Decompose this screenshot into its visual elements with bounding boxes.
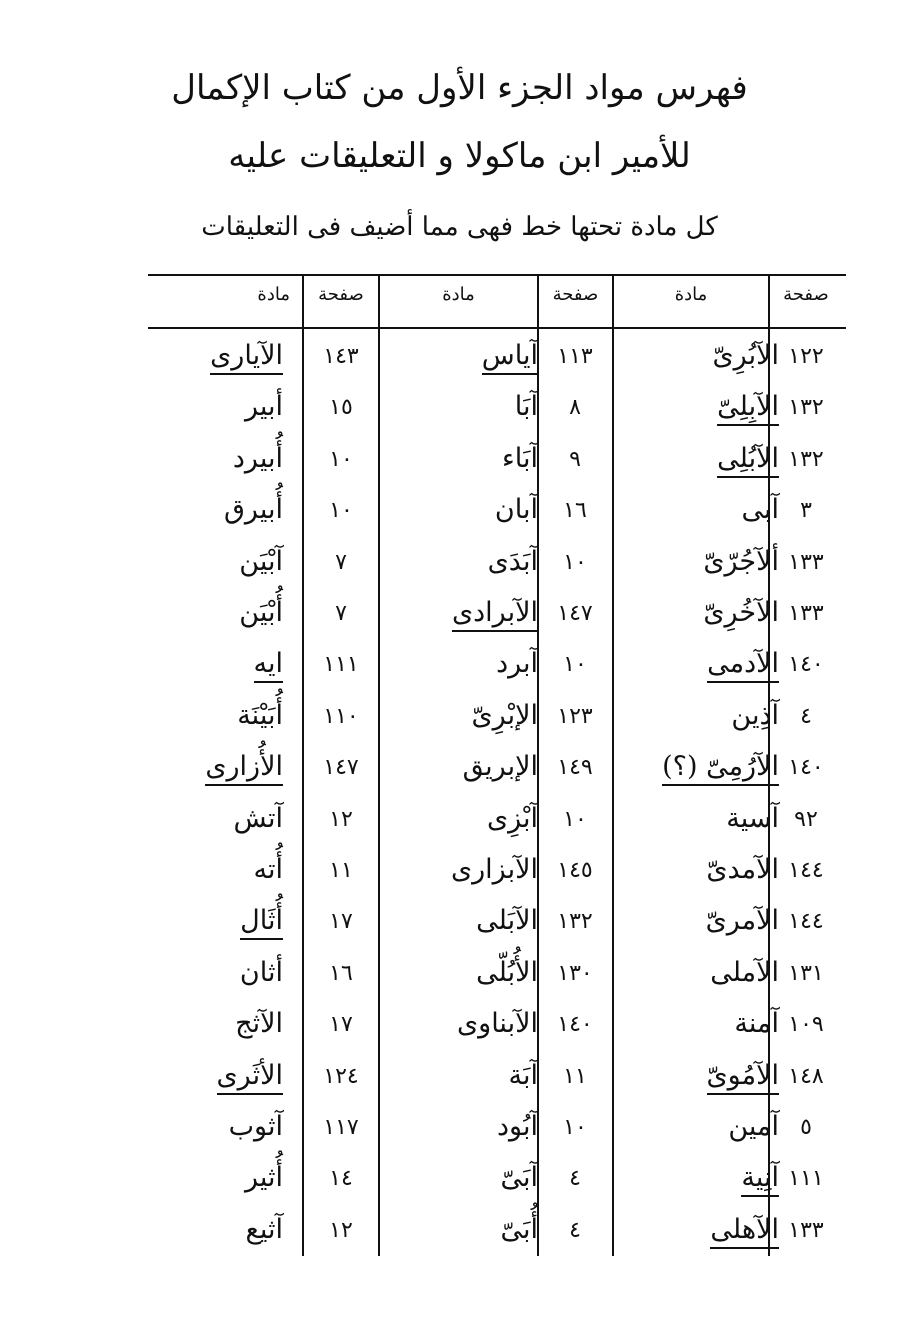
entry-word: آنِية [741,1162,779,1193]
entry-page-number: ١٠٩ [788,1012,824,1038]
entry-word: أُبيرد [232,442,283,474]
entry-word: أُثَال [240,905,283,936]
entry-page-number: ١٧ [329,909,353,935]
entry-word: الآدمى [707,648,779,679]
header-entry: مادة [442,284,475,305]
entry-page-number: ١١ [563,1063,587,1089]
index-subtitle: للأمير ابن ماكولا و التعليقات عليه [228,136,691,176]
entry-page-number: ٤ [569,1166,581,1192]
entry-page-number: ١٤٠ [788,652,824,678]
entry-page-number: ١٠ [329,446,353,472]
entry-page-number: ١٢٢ [788,344,824,369]
entry-word: آبان [494,494,538,526]
entry-page-number: ١٢٣ [557,703,593,729]
entry-word: ايه [254,648,284,679]
entry-word: آبى [741,494,779,526]
entry-word: آذِين [731,699,779,731]
table-top-rule [148,274,846,276]
entry-page-number: ٤ [569,1217,581,1243]
entry-word: الآمُوىّ [707,1060,779,1091]
entry-word: أبير [244,391,283,423]
entry-page-number: ١٤٠ [557,1012,593,1038]
entry-word: أُته [253,854,283,885]
entry-word: أُبَيْنَة [237,699,283,731]
entry-word: الآبَلى [476,905,538,937]
entry-word: آبُود [497,1111,538,1142]
entry-word: الإبْرِىّ [471,699,538,731]
entry-word: الآهلى [710,1214,779,1245]
entry-word: الآبناوى [457,1008,538,1040]
entry-page-number: ٣ [800,498,812,524]
entry-word: الآملى [710,956,779,988]
entry-page-number: ٥ [800,1115,812,1140]
entry-word: الأُزارى [205,751,283,782]
entry-page-number: ١٣١ [788,960,824,986]
column-divider [612,276,614,1256]
entry-word: الآبُرِىّ [712,340,779,371]
entry-page-number: ١٣٢ [788,446,824,472]
entry-word: آثوب [228,1111,283,1142]
entry-word: الآمرىّ [705,905,779,937]
entry-page-number: ١٢ [329,806,353,832]
underline-note: كل مادة تحتها خط فهى مما أضيف فى التعليقات [201,212,718,242]
entry-word: آياس [482,340,538,371]
entry-word: أُبيرق [223,494,283,526]
entry-word: الآيارى [210,340,283,371]
entry-page-number: ١٠ [563,549,587,575]
entry-page-number: ١٤٨ [788,1063,824,1089]
entry-page-number: ١٣٣ [788,1217,824,1243]
entry-page-number: ٧ [335,601,347,626]
header-page: صفحة [783,284,829,305]
entry-word: أُبَىّ [500,1213,538,1245]
entry-word: الإبريق [462,751,538,783]
entry-page-number: ١٤٩ [557,755,593,781]
entry-page-number: ١٤٧ [557,601,593,626]
entry-word: الآرُمِىّ (؟) [662,751,779,782]
column-divider [378,276,380,1256]
entry-page-number: ١٤٣ [323,344,359,369]
entry-word: آبْزِى [486,802,538,834]
entry-page-number: ١٢ [329,1217,353,1243]
entry-word: آبَدَى [487,545,538,577]
entry-page-number: ١٠ [329,498,353,524]
entry-page-number: ١٣٣ [788,601,824,626]
entry-word: ألآجُرّىّ [703,545,779,577]
table-header-rule [148,327,846,329]
entry-word: أثان [239,956,283,988]
entry-word: آبرد [496,648,538,680]
entry-page-number: ١١ [329,858,353,883]
header-page: صفحة [552,284,599,305]
entry-word: الآثج [235,1008,283,1040]
entry-page-number: ١٥ [329,395,353,421]
entry-page-number: ١٧ [329,1012,353,1038]
header-page: صفحة [318,284,364,305]
entry-page-number: ١٣٣ [788,549,824,575]
entry-word: الآبرادى [452,597,538,628]
entry-word: الآخُرِىّ [703,597,779,628]
column-divider [302,276,304,1256]
entry-page-number: ١١٧ [323,1115,359,1140]
entry-page-number: ١١٣ [557,344,593,369]
entry-word: الآمدىّ [706,854,779,885]
entry-word: آمنة [734,1008,779,1040]
entry-word: الأثَرى [217,1060,283,1091]
entry-word: آمين [728,1111,779,1142]
entry-page-number: ١٠ [563,806,587,832]
entry-page-number: ٧ [335,549,347,575]
index-title: فهرس مواد الجزء الأول من كتاب الإكمال [171,68,748,108]
entry-page-number: ١١١ [323,652,359,678]
entry-page-number: ١٤٥ [557,858,593,883]
header-entry: مادة [674,284,708,305]
entry-page-number: ١١١ [788,1166,824,1192]
entry-word: آسية [726,802,779,834]
entry-page-number: ٩٢ [794,806,818,832]
entry-page-number: ٨ [569,395,581,421]
entry-word: آتش [233,802,283,834]
entry-page-number: ١٣٢ [557,909,593,935]
entry-page-number: ١٤٤ [788,909,824,935]
entry-page-number: ١١٠ [323,703,359,729]
entry-page-number: ٩ [569,446,581,472]
entry-page-number: ١٠ [563,1115,587,1140]
entry-page-number: ١٤٧ [323,755,359,781]
entry-page-number: ١٠ [563,652,587,678]
entry-page-number: ١٢٤ [323,1063,359,1089]
entry-page-number: ١٦ [563,498,587,524]
entry-word: آبَاء [502,442,538,474]
entry-word: آبَا [514,391,538,423]
entry-word: الآبزارى [451,854,538,885]
entry-word: آبَة [508,1059,538,1091]
entry-page-number: ١٦ [329,960,353,986]
entry-page-number: ٤ [800,703,812,729]
entry-page-number: ١٤٠ [788,755,824,781]
entry-word: آبْيَن [239,545,283,577]
entry-word: آثيع [245,1213,283,1245]
entry-word: الآبُلِى [717,443,779,474]
entry-page-number: ١٣٠ [557,960,593,986]
entry-word: الأُبُلّى [476,956,538,988]
entry-word: أُثير [244,1162,283,1194]
header-entry: مادة [257,284,290,305]
entry-word: أُبْيَن [239,597,283,628]
entry-page-number: ١٤ [329,1166,353,1192]
entry-page-number: ١٣٢ [788,395,824,421]
entry-word: الآبِلِىّ [717,391,779,422]
entry-word: آبَىّ [500,1162,538,1194]
entry-page-number: ١٤٤ [788,858,824,883]
